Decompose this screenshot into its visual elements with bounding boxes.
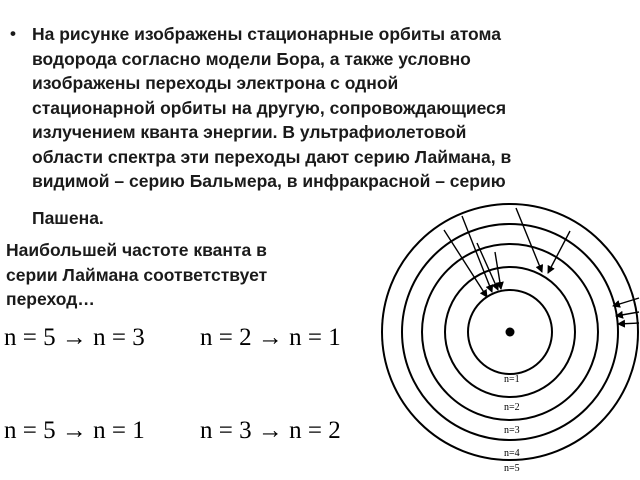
- orbit-label-1: n=1: [504, 374, 520, 385]
- orbit-label-2: n=2: [504, 402, 520, 413]
- transition-arrow: [616, 312, 639, 316]
- transition-arrow: [477, 243, 498, 290]
- transition-arrow: [548, 231, 570, 273]
- description-line: водорода согласно модели Бора, а также условно: [32, 48, 471, 69]
- description-line: видимой – серию Бальмера, в инфракрасной – серию: [32, 171, 506, 191]
- question-line: серии Лаймана соответствует: [6, 264, 268, 285]
- orbit-label-5: n=5: [504, 463, 520, 474]
- answer-option-3[interactable]: n = 5 → n = 1: [4, 417, 145, 444]
- bullet-marker: •: [10, 24, 16, 43]
- description-line: изображены переходы электрона с одной: [32, 73, 399, 93]
- answer-option-2[interactable]: n = 2 → n = 1: [200, 324, 341, 351]
- transition-arrow: [618, 323, 639, 324]
- question-line: переход…: [6, 289, 95, 309]
- bohr-orbits-diagram: [380, 200, 640, 478]
- description-line: На рисунке изображены стационарные орбиты атома: [32, 24, 501, 44]
- question-text: [6, 238, 346, 312]
- answer-option-1[interactable]: n = 5 → n = 3: [4, 324, 145, 351]
- description-line: Пашена.: [32, 207, 104, 228]
- orbit-label-4: n=4: [504, 448, 520, 459]
- answer-option-4[interactable]: n = 3 → n = 2: [200, 417, 341, 444]
- transition-arrow: [495, 252, 501, 289]
- description-line: стационарной орбиты на другую, сопровождающиеся: [32, 97, 507, 118]
- description-line: излучением кванта энергии. В ультрафиолетовой: [32, 122, 467, 142]
- question-line: Наибольшей частоте кванта в: [6, 240, 267, 260]
- description-line: области спектра эти переходы дают серию Лаймана, в: [32, 146, 512, 167]
- nucleus: [506, 328, 515, 337]
- description-text: [32, 22, 622, 230]
- orbit-label-3: n=3: [504, 425, 520, 436]
- transition-arrow: [516, 208, 542, 272]
